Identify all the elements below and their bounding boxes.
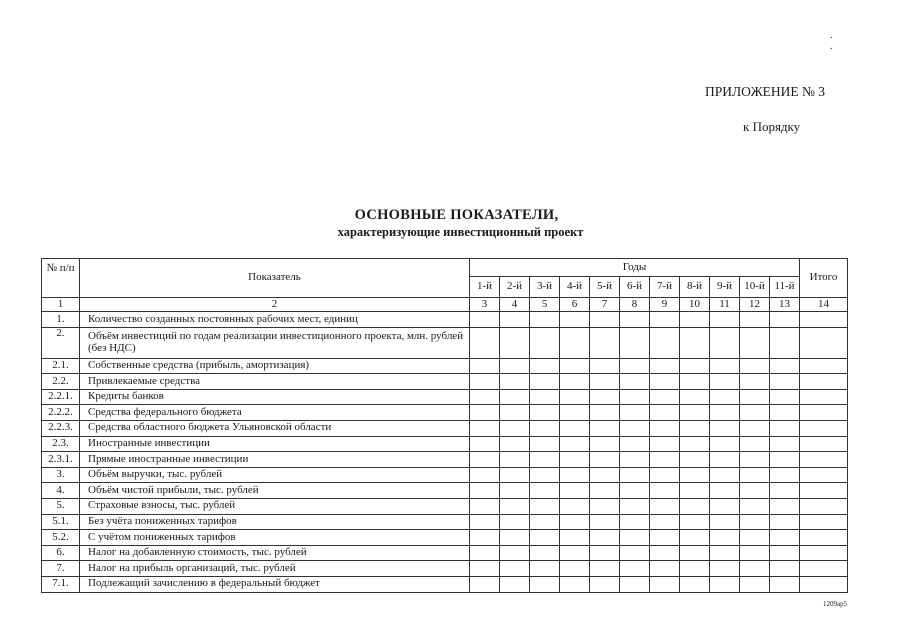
value-cell[interactable] [530,483,560,499]
value-cell[interactable] [680,327,710,358]
value-cell[interactable] [710,530,740,546]
value-cell[interactable] [470,467,500,483]
value-cell[interactable] [590,561,620,577]
column-numbers-row [42,298,848,312]
value-cell[interactable] [470,483,500,499]
value-cell[interactable] [470,358,500,374]
row-number: 2.2.3. [42,420,80,436]
value-cell[interactable] [800,467,848,483]
value-cell[interactable] [770,545,800,561]
value-cell[interactable] [680,358,710,374]
value-cell[interactable] [650,498,680,514]
column-number-cell: 6 [560,298,590,312]
year-header-cell: 2-й [500,277,530,298]
value-cell[interactable] [770,452,800,468]
row-indicator-label: Количество созданных постоянных рабочих мест, единиц [80,312,470,328]
row-indicator-label: Привлекаемые средства [80,374,470,390]
value-cell[interactable] [530,436,560,452]
row-indicator-label: Кредиты банков [80,389,470,405]
table-row [42,374,848,390]
row-number: 2.1. [42,358,80,374]
value-cell[interactable] [620,498,650,514]
column-number-cell: 12 [740,298,770,312]
value-cell[interactable] [500,545,530,561]
value-cell[interactable] [800,436,848,452]
row-number: 3. [42,467,80,483]
value-cell[interactable] [740,545,770,561]
value-cell[interactable] [710,436,740,452]
column-number-cell: 2 [80,298,470,312]
value-cell[interactable] [710,358,740,374]
value-cell[interactable] [590,420,620,436]
row-number: 7. [42,561,80,577]
table-row [42,545,848,561]
document-title: ОСНОВНЫЕ ПОКАЗАТЕЛИ, [354,207,559,223]
value-cell[interactable] [500,576,530,592]
value-cell[interactable] [800,405,848,421]
value-cell[interactable] [470,514,500,530]
value-cell[interactable] [710,561,740,577]
value-cell[interactable] [800,312,848,328]
value-cell[interactable] [710,420,740,436]
column-number-cell: 1 [42,298,80,312]
value-cell[interactable] [620,530,650,546]
value-cell[interactable] [740,420,770,436]
year-header-cell: 4-й [560,277,590,298]
value-cell[interactable] [770,374,800,390]
table-row [42,467,848,483]
value-cell[interactable] [500,374,530,390]
value-cell[interactable] [530,498,560,514]
value-cell[interactable] [680,561,710,577]
row-number: 7.1. [42,576,80,592]
value-cell[interactable] [620,312,650,328]
indicators-table [41,258,848,593]
value-cell[interactable] [500,389,530,405]
value-cell[interactable] [470,389,500,405]
value-cell[interactable] [500,561,530,577]
value-cell[interactable] [560,498,590,514]
value-cell[interactable] [620,436,650,452]
value-cell[interactable] [560,452,590,468]
value-cell[interactable] [620,374,650,390]
value-cell[interactable] [710,545,740,561]
value-cell[interactable] [590,389,620,405]
value-cell[interactable] [590,312,620,328]
corner-marks: . . [830,30,861,52]
value-cell[interactable] [740,530,770,546]
value-cell[interactable] [680,436,710,452]
year-header-cell: 7-й [650,277,680,298]
table-row [42,389,848,405]
value-cell[interactable] [590,545,620,561]
value-cell[interactable] [560,514,590,530]
value-cell[interactable] [530,561,560,577]
value-cell[interactable] [680,483,710,499]
value-cell[interactable] [560,327,590,358]
value-cell[interactable] [770,389,800,405]
value-cell[interactable] [650,561,680,577]
value-cell[interactable] [530,327,560,358]
column-number-cell: 11 [710,298,740,312]
value-cell[interactable] [740,576,770,592]
value-cell[interactable] [800,530,848,546]
value-cell[interactable] [620,405,650,421]
value-cell[interactable] [470,420,500,436]
value-cell[interactable] [560,358,590,374]
row-indicator-label: Объём выручки, тыс. рублей [80,467,470,483]
value-cell[interactable] [500,312,530,328]
value-cell[interactable] [560,483,590,499]
value-cell[interactable] [740,483,770,499]
row-number: 5.1. [42,514,80,530]
table-row [42,420,848,436]
value-cell[interactable] [620,389,650,405]
value-cell[interactable] [710,452,740,468]
value-cell[interactable] [650,576,680,592]
row-indicator-label: Собственные средства (прибыль, амортизация) [80,358,470,374]
value-cell[interactable] [500,452,530,468]
value-cell[interactable] [530,374,560,390]
column-number-cell: 4 [500,298,530,312]
value-cell[interactable] [560,420,590,436]
value-cell[interactable] [590,498,620,514]
value-cell[interactable] [620,561,650,577]
value-cell[interactable] [500,358,530,374]
row-indicator-label: Прямые иностранные инвестиции [80,452,470,468]
value-cell[interactable] [500,405,530,421]
value-cell[interactable] [470,436,500,452]
value-cell[interactable] [710,405,740,421]
value-cell[interactable] [800,514,848,530]
value-cell[interactable] [680,405,710,421]
value-cell[interactable] [650,514,680,530]
value-cell[interactable] [770,561,800,577]
value-cell[interactable] [620,467,650,483]
value-cell[interactable] [560,576,590,592]
value-cell[interactable] [800,576,848,592]
value-cell[interactable] [650,436,680,452]
value-cell[interactable] [770,514,800,530]
value-cell[interactable] [560,561,590,577]
row-indicator-label: Подлежащий зачислению в федеральный бюджет [80,576,470,592]
value-cell[interactable] [590,467,620,483]
row-number: 5. [42,498,80,514]
table-row [42,498,848,514]
value-cell[interactable] [530,405,560,421]
column-number-cell: 9 [650,298,680,312]
header-indicator: Показатель [80,259,470,298]
value-cell[interactable] [740,312,770,328]
value-cell[interactable] [560,312,590,328]
value-cell[interactable] [470,545,500,561]
value-cell[interactable] [740,327,770,358]
value-cell[interactable] [560,467,590,483]
value-cell[interactable] [770,327,800,358]
row-indicator-label: Объём инвестиций по годам реализации инвестиционного проекта, млн. рублей (без НДС) [80,327,470,358]
value-cell[interactable] [740,389,770,405]
value-cell[interactable] [560,545,590,561]
value-cell[interactable] [740,358,770,374]
value-cell[interactable] [530,452,560,468]
value-cell[interactable] [590,483,620,499]
value-cell[interactable] [470,561,500,577]
year-header-cell: 6-й [620,277,650,298]
column-number-cell: 14 [800,298,848,312]
value-cell[interactable] [470,327,500,358]
value-cell[interactable] [560,436,590,452]
value-cell[interactable] [800,374,848,390]
table-row [42,483,848,499]
column-number-cell: 10 [680,298,710,312]
value-cell[interactable] [500,467,530,483]
order-reference: к Порядку [743,119,801,134]
value-cell[interactable] [620,358,650,374]
row-number: 4. [42,483,80,499]
column-number-cell: 13 [770,298,800,312]
value-cell[interactable] [500,483,530,499]
value-cell[interactable] [680,514,710,530]
row-indicator-label: Налог на добавленную стоимость, тыс. рублей [80,545,470,561]
row-number: 2.2. [42,374,80,390]
value-cell[interactable] [710,514,740,530]
row-number: 2. [42,327,80,358]
value-cell[interactable] [500,420,530,436]
value-cell[interactable] [650,327,680,358]
value-cell[interactable] [650,452,680,468]
table-row [42,405,848,421]
value-cell[interactable] [770,405,800,421]
year-header-cell: 1-й [470,277,500,298]
value-cell[interactable] [590,452,620,468]
value-cell[interactable] [710,498,740,514]
value-cell[interactable] [710,327,740,358]
value-cell[interactable] [530,312,560,328]
value-cell[interactable] [800,327,848,358]
footer-code: 1209ap5 [823,600,848,608]
value-cell[interactable] [680,420,710,436]
value-cell[interactable] [560,530,590,546]
row-indicator-label: Без учёта пониженных тарифов [80,514,470,530]
table-row [42,576,848,592]
value-cell[interactable] [740,498,770,514]
table-row [42,452,848,468]
value-cell[interactable] [590,530,620,546]
value-cell[interactable] [590,327,620,358]
value-cell[interactable] [500,514,530,530]
year-header-cell: 3-й [530,277,560,298]
value-cell[interactable] [560,389,590,405]
column-number-cell: 8 [620,298,650,312]
value-cell[interactable] [650,420,680,436]
row-indicator-label: Объём чистой прибыли, тыс. рублей [80,483,470,499]
value-cell[interactable] [590,436,620,452]
value-cell[interactable] [500,498,530,514]
value-cell[interactable] [770,530,800,546]
value-cell[interactable] [710,467,740,483]
value-cell[interactable] [530,358,560,374]
table-row [42,530,848,546]
row-indicator-label: Налог на прибыль организаций, тыс. рублей [80,561,470,577]
year-header-cell: 10-й [740,277,770,298]
value-cell[interactable] [470,374,500,390]
value-cell[interactable] [590,405,620,421]
table-row [42,436,848,452]
value-cell[interactable] [560,405,590,421]
value-cell[interactable] [620,483,650,499]
value-cell[interactable] [650,530,680,546]
value-cell[interactable] [680,545,710,561]
value-cell[interactable] [800,498,848,514]
value-cell[interactable] [530,545,560,561]
column-number-cell: 5 [530,298,560,312]
value-cell[interactable] [620,327,650,358]
value-cell[interactable] [590,358,620,374]
value-cell[interactable] [800,452,848,468]
value-cell[interactable] [470,452,500,468]
row-number: 1. [42,312,80,328]
row-indicator-label: Иностранные инвестиции [80,436,470,452]
value-cell[interactable] [740,452,770,468]
value-cell[interactable] [500,436,530,452]
value-cell[interactable] [620,576,650,592]
value-cell[interactable] [590,576,620,592]
table-row [42,327,848,358]
value-cell[interactable] [650,545,680,561]
value-cell[interactable] [710,312,740,328]
value-cell[interactable] [650,389,680,405]
value-cell[interactable] [770,420,800,436]
row-indicator-label: С учётом пониженных тарифов [80,530,470,546]
header-total: Итого [800,259,848,298]
value-cell[interactable] [650,483,680,499]
value-cell[interactable] [710,389,740,405]
value-cell[interactable] [680,452,710,468]
row-number: 2.3. [42,436,80,452]
row-indicator-label: Страховые взносы, тыс. рублей [80,498,470,514]
value-cell[interactable] [530,576,560,592]
value-cell[interactable] [680,374,710,390]
value-cell[interactable] [470,498,500,514]
value-cell[interactable] [680,530,710,546]
year-header-cell: 5-й [590,277,620,298]
value-cell[interactable] [800,389,848,405]
value-cell[interactable] [680,467,710,483]
value-cell[interactable] [710,483,740,499]
value-cell[interactable] [740,467,770,483]
value-cell[interactable] [770,436,800,452]
table-row [42,312,848,328]
value-cell[interactable] [740,514,770,530]
value-cell[interactable] [800,561,848,577]
value-cell[interactable] [470,405,500,421]
value-cell[interactable] [650,405,680,421]
header-number: № п/п [42,259,80,298]
value-cell[interactable] [770,576,800,592]
value-cell[interactable] [680,498,710,514]
value-cell[interactable] [740,436,770,452]
value-cell[interactable] [800,483,848,499]
value-cell[interactable] [530,530,560,546]
value-cell[interactable] [470,312,500,328]
value-cell[interactable] [710,374,740,390]
value-cell[interactable] [680,389,710,405]
value-cell[interactable] [770,358,800,374]
value-cell[interactable] [530,514,560,530]
value-cell[interactable] [590,514,620,530]
value-cell[interactable] [620,420,650,436]
table-row [42,514,848,530]
value-cell[interactable] [770,483,800,499]
value-cell[interactable] [650,374,680,390]
value-cell[interactable] [770,312,800,328]
value-cell[interactable] [470,530,500,546]
value-cell[interactable] [470,576,500,592]
row-number: 2.3.1. [42,452,80,468]
year-header-cell: 11-й [770,277,800,298]
value-cell[interactable] [530,420,560,436]
value-cell[interactable] [680,312,710,328]
row-number: 2.2.1. [42,389,80,405]
year-header-cell: 8-й [680,277,710,298]
document-subtitle: характеризующие инвестиционный проект [337,225,584,239]
value-cell[interactable] [650,312,680,328]
value-cell[interactable] [740,405,770,421]
year-header-cell: 9-й [710,277,740,298]
row-number: 2.2.2. [42,405,80,421]
column-number-cell: 7 [590,298,620,312]
value-cell[interactable] [770,467,800,483]
value-cell[interactable] [620,514,650,530]
value-cell[interactable] [620,545,650,561]
value-cell[interactable] [500,327,530,358]
row-indicator-label: Средства областного бюджета Ульяновской области [80,420,470,436]
row-indicator-label: Средства федерального бюджета [80,405,470,421]
header-years: Годы [470,259,800,277]
value-cell[interactable] [530,389,560,405]
table-row [42,561,848,577]
value-cell[interactable] [620,452,650,468]
value-cell[interactable] [560,374,590,390]
value-cell[interactable] [800,358,848,374]
value-cell[interactable] [500,530,530,546]
column-number-cell: 3 [470,298,500,312]
value-cell[interactable] [650,358,680,374]
value-cell[interactable] [710,576,740,592]
value-cell[interactable] [740,561,770,577]
table-row [42,358,848,374]
value-cell[interactable] [530,467,560,483]
value-cell[interactable] [740,374,770,390]
value-cell[interactable] [590,374,620,390]
value-cell[interactable] [650,467,680,483]
row-number: 6. [42,545,80,561]
value-cell[interactable] [800,420,848,436]
value-cell[interactable] [800,545,848,561]
row-number: 5.2. [42,530,80,546]
value-cell[interactable] [680,576,710,592]
appendix-heading: ПРИЛОЖЕНИЕ № 3 [705,84,826,99]
value-cell[interactable] [770,498,800,514]
